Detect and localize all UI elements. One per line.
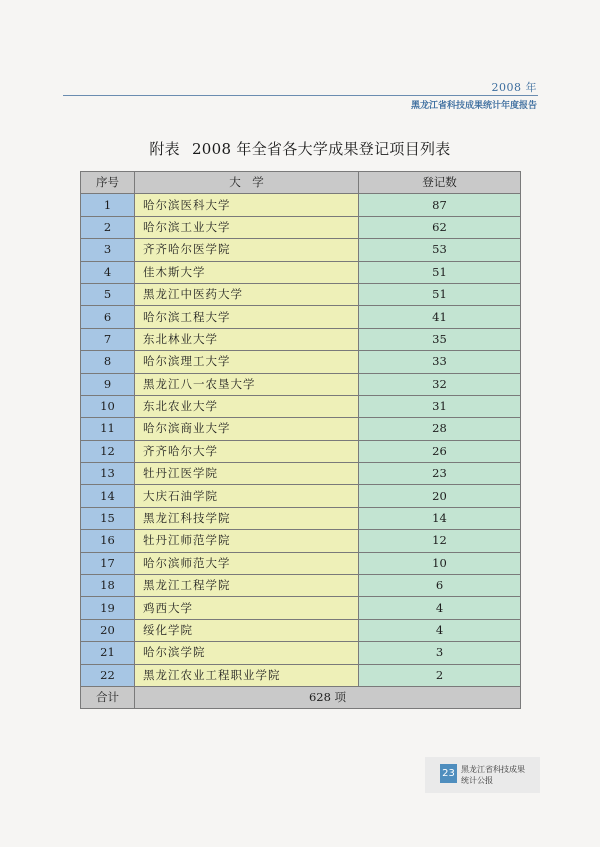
row-index: 18 (81, 575, 135, 597)
university-name: 齐齐哈尔医学院 (135, 239, 359, 261)
row-index: 3 (81, 239, 135, 261)
table-row (81, 575, 521, 597)
table-row (81, 194, 521, 216)
header-rule (63, 95, 538, 96)
registration-count: 6 (359, 575, 521, 597)
row-index: 1 (81, 194, 135, 216)
table-row (81, 328, 521, 350)
registration-count: 87 (359, 194, 521, 216)
registration-count: 4 (359, 619, 521, 641)
table-row (81, 463, 521, 485)
university-name: 黑龙江科技学院 (135, 507, 359, 529)
table-row (81, 552, 521, 574)
registration-count: 10 (359, 552, 521, 574)
university-name: 哈尔滨医科大学 (135, 194, 359, 216)
table-row (81, 373, 521, 395)
university-name: 哈尔滨理工大学 (135, 351, 359, 373)
registration-count: 26 (359, 440, 521, 462)
registration-count: 12 (359, 530, 521, 552)
table-title-text: 2008 年全省各大学成果登记项目列表 (191, 140, 451, 158)
table-row (81, 507, 521, 529)
table-row (81, 395, 521, 417)
table-row (81, 597, 521, 619)
university-name: 佳木斯大学 (135, 261, 359, 283)
row-index: 20 (81, 619, 135, 641)
university-name: 哈尔滨商业大学 (135, 418, 359, 440)
table-row (81, 239, 521, 261)
row-index: 9 (81, 373, 135, 395)
table-row (81, 440, 521, 462)
registration-count: 51 (359, 283, 521, 305)
total-label: 合计 (81, 686, 135, 708)
table-row (81, 485, 521, 507)
university-name: 牡丹江师范学院 (135, 530, 359, 552)
row-index: 6 (81, 306, 135, 328)
university-name: 黑龙江农业工程职业学院 (135, 664, 359, 686)
row-index: 16 (81, 530, 135, 552)
row-index: 10 (81, 395, 135, 417)
table-row (81, 530, 521, 552)
registration-count: 35 (359, 328, 521, 350)
registration-count: 2 (359, 664, 521, 686)
table-row (81, 261, 521, 283)
row-index: 4 (81, 261, 135, 283)
table-header-row (81, 172, 521, 194)
registration-count: 33 (359, 351, 521, 373)
report-year: 2008 年 (491, 81, 537, 94)
table-row (81, 664, 521, 686)
row-index: 15 (81, 507, 135, 529)
row-index: 21 (81, 642, 135, 664)
column-header-count: 登记数 (359, 172, 521, 194)
row-index: 7 (81, 328, 135, 350)
table-row (81, 306, 521, 328)
registration-count: 41 (359, 306, 521, 328)
report-subtitle: 黑龙江省科技成果统计年度报告 (410, 101, 537, 111)
table-row (81, 642, 521, 664)
row-index: 5 (81, 283, 135, 305)
registration-count: 23 (359, 463, 521, 485)
footer-publication (461, 764, 525, 786)
university-name: 黑龙江工程学院 (135, 575, 359, 597)
registration-count: 62 (359, 216, 521, 238)
column-header-index: 序号 (81, 172, 135, 194)
table-title-prefix: 附表 (149, 140, 180, 158)
university-name: 黑龙江八一农垦大学 (135, 373, 359, 395)
table-row (81, 351, 521, 373)
university-name: 牡丹江医学院 (135, 463, 359, 485)
table-title (0, 138, 600, 159)
page-number: 23 (440, 764, 457, 783)
university-name: 哈尔滨工业大学 (135, 216, 359, 238)
footer-line-2: 统计公报 (461, 776, 493, 785)
footer-line-1: 黑龙江省科技成果 (461, 765, 525, 774)
registration-count: 31 (359, 395, 521, 417)
university-name: 东北林业大学 (135, 328, 359, 350)
university-name: 鸡西大学 (135, 597, 359, 619)
table-row (81, 418, 521, 440)
registration-count: 51 (359, 261, 521, 283)
registration-count: 20 (359, 485, 521, 507)
row-index: 17 (81, 552, 135, 574)
university-name: 哈尔滨学院 (135, 642, 359, 664)
table-row (81, 619, 521, 641)
registration-count: 32 (359, 373, 521, 395)
row-index: 19 (81, 597, 135, 619)
university-name: 大庆石油学院 (135, 485, 359, 507)
row-index: 13 (81, 463, 135, 485)
university-name: 东北农业大学 (135, 395, 359, 417)
university-name: 齐齐哈尔大学 (135, 440, 359, 462)
row-index: 12 (81, 440, 135, 462)
registration-count: 14 (359, 507, 521, 529)
table-row (81, 216, 521, 238)
university-name: 黑龙江中医药大学 (135, 283, 359, 305)
registration-count: 3 (359, 642, 521, 664)
university-name: 哈尔滨师范大学 (135, 552, 359, 574)
university-name: 哈尔滨工程大学 (135, 306, 359, 328)
university-name: 绥化学院 (135, 619, 359, 641)
university-registration-table (80, 171, 521, 709)
registration-count: 28 (359, 418, 521, 440)
total-value: 628 项 (135, 686, 521, 708)
row-index: 11 (81, 418, 135, 440)
total-row (81, 686, 521, 708)
row-index: 2 (81, 216, 135, 238)
row-index: 22 (81, 664, 135, 686)
table-row (81, 283, 521, 305)
registration-count: 4 (359, 597, 521, 619)
row-index: 8 (81, 351, 135, 373)
column-header-university: 大 学 (135, 172, 359, 194)
registration-count: 53 (359, 239, 521, 261)
row-index: 14 (81, 485, 135, 507)
